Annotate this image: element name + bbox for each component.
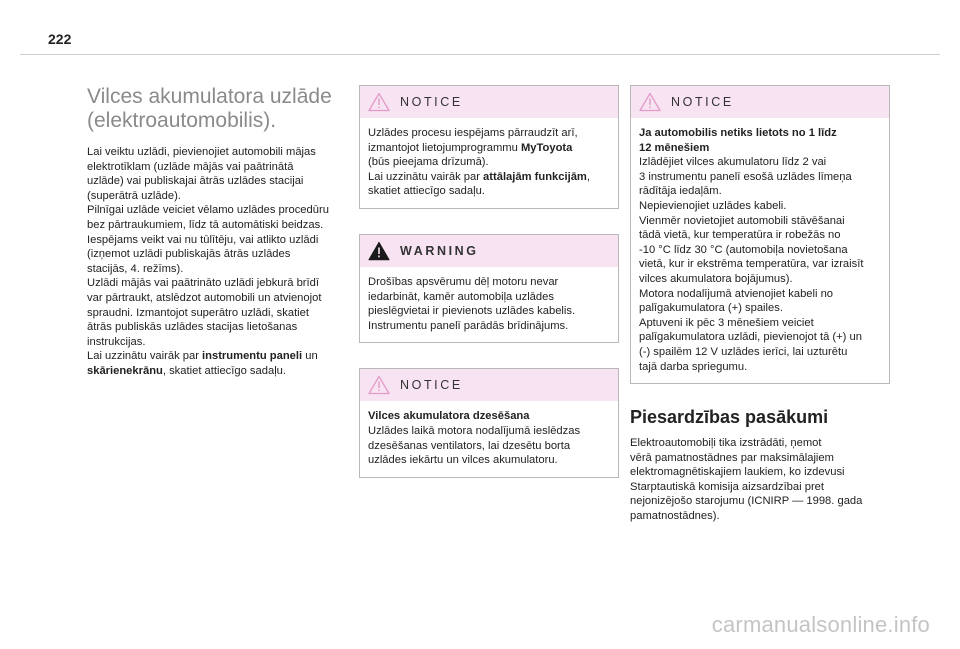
notice-box-cooling [359,368,619,477]
text-line: dzesēšanas ventilators, lai dzesētu borta [368,439,571,452]
text-fragment: Lai uzzinātu vairāk par [368,170,484,183]
text-line: tādā vietā, kur temperatūra ir robežās no [639,229,841,242]
notice-label: NOTICE [400,95,463,109]
text-line: bez pārtraukumiem, līdz tā automātiski beidzas. [87,218,324,231]
text-line: skatiet attiecīgo sadaļu. [368,185,485,198]
section-title-line-1: Vilces akumulatora uzlāde [87,85,332,108]
text-line [368,170,610,185]
text-line: elektromagnētiskajiem laukiem, ko izdevusi [630,466,845,479]
text-line: -10 °C līdz 30 °C (automobiļa novietošana [639,243,848,256]
notice-subtitle [368,409,610,424]
column-left [87,85,349,379]
text-line: 3 instrumentu panelī esošā uzlādes līmeņa [639,170,852,183]
notice-label: NOTICE [671,95,734,109]
text-line: Vienmēr novietojiet automobili stāvēšanai [639,214,845,227]
text-line: (-) spailēm 12 V uzlādes ierīci, lai uzturētu [639,345,848,358]
text-line: Elektroautomobiļi tika izstrādāti, ņemot [630,437,822,450]
remote-functions-reference: attālajām funkcijām [483,170,587,183]
text-line: uzlāde) vai publiskajai ātrās uzlādes stacijai [87,175,304,188]
header-divider [20,54,940,55]
warning-header [360,235,618,267]
precautions-paragraph [630,436,892,524]
notice-body [360,401,618,476]
text-line: palīgakumulatora uzlādi, pievienojot tā (+) un [639,331,862,344]
text-fragment: un [302,350,318,363]
text-line: Nepievienojiet uzlādes kabeli. [639,199,787,212]
text-fragment: Ja automobilis netiks lietots no 1 līdz [639,127,837,139]
text-line: Pilnīgai uzlāde veiciet vēlamo uzlādes procedūru [87,204,329,217]
warning-box [359,234,619,343]
text-line: spraudni. Izmantojot superātro uzlādi, skatiet [87,306,310,319]
notice-body [631,118,889,383]
notice-header [360,86,618,118]
text-line: Lai veiktu uzlādi, pievienojiet automobili mājas [87,146,316,158]
text-line: Drošības apsvērumu dēļ motoru nevar [368,275,559,288]
text-line: var pārtraukt, atslēdzot automobili un atvienojot [87,291,322,304]
caution-outline-triangle-icon [368,375,390,395]
notice-body [360,118,618,208]
text-line: instrukcijas. [87,335,146,348]
text-line: nejonizējošo starojumu (ICNIRP — 1998. gada [630,495,863,508]
text-line: Uzlādes laikā motora nodalījumā ieslēdzas [368,424,581,437]
text-line: Starptautiskā komisija aizsardzībai pret [630,480,825,493]
text-line: (izņemot uzlādi publiskajās ātrās uzlādes [87,248,291,261]
text-line: Iespējams veikt vai nu tūlītēju, vai atlikto uzlādi [87,233,319,246]
text-line: palīgakumulatora (+) spailes. [639,302,783,315]
caution-outline-triangle-icon [639,92,661,112]
section-title-line-2: (elektroautomobilis). [87,109,277,132]
section-title-charging [87,85,349,133]
text-line: ātrās publiskās uzlādes stacijas lietošanas [87,321,298,334]
text-line: iedarbināt, kamēr automobiļa uzlādes [368,290,554,303]
text-line: Uzlādes procesu iespējams pārraudzīt arī, [368,127,578,139]
page-number: 222 [48,31,72,47]
text-line: Izlādējiet vilces akumulatoru līdz 2 vai [639,156,827,169]
column-right [630,85,892,524]
notice-header [631,86,889,118]
text-line: vērā pamatnostādnes par maksimālajiem [630,451,834,464]
column-middle [359,85,621,503]
text-line: uzlādes iekārtu un vilces akumulatoru. [368,454,558,467]
app-name: MyToyota [520,141,573,154]
text-fragment: , skatiet attiecīgo sadaļu. [162,364,287,377]
text-fragment: Vilces akumulatora dzesēšana [368,410,530,423]
text-line: vilces akumulatora bojājumus). [639,272,793,285]
notice-box-storage [630,85,890,384]
text-line: stacijās, 4. režīms). [87,262,184,275]
touchscreen-reference: skārienekrānu [87,364,163,377]
text-fragment: Lai uzzinātu vairāk par [87,350,203,363]
text-line: Aptuveni ik pēc 3 mēnešiem veiciet [639,316,814,329]
notice-label: NOTICE [400,378,463,393]
notice-subtitle [639,141,881,156]
text-line: pieslēgvietai ir pievienots uzlādes kabelis. [368,305,576,318]
instrument-panel-reference: instrumentu paneli [202,350,303,363]
text-line: Uzlādi mājās vai paātrināto uzlādi jebkurā brīdī [87,277,319,290]
caution-outline-triangle-icon [368,92,390,112]
notice-subtitle [639,126,881,141]
notice-box-app [359,85,619,209]
text-line-reference [87,349,349,364]
watermark-text: carmanualsonline.info [711,612,930,637]
text-line: (būs pieejama drīzumā). [368,156,489,169]
text-line: vietā, kur ir ekstrēma temperatūra, var izraisīt [639,258,864,271]
warning-body [360,267,618,342]
text-line: rādītāja iedaļām. [639,185,722,198]
text-line: elektrotīklam (uzlāde mājās vai paātrinātā [87,160,294,173]
text-line: tajā darba spriegumu. [639,360,748,373]
notice-header [360,369,618,401]
text-line: Motora nodalījumā atvienojiet kabeli no [639,287,834,300]
text-fragment: 12 mēnešiem [639,141,710,154]
text-line: (superātrā uzlāde). [87,189,181,202]
text-fragment: , [586,170,590,183]
text-fragment: izmantojot lietojumprogrammu [368,141,521,154]
text-line: pamatnostādnes). [630,510,720,523]
charging-paragraph [87,145,349,379]
text-line: Instrumentu panelī parādās brīdinājums. [368,319,569,332]
warning-label: WARNING [400,243,479,258]
section-title-precautions: Piesardzības pasākumi [630,407,829,428]
text-line-reference [87,364,349,379]
warning-filled-triangle-icon [368,241,390,261]
text-line [368,141,610,156]
